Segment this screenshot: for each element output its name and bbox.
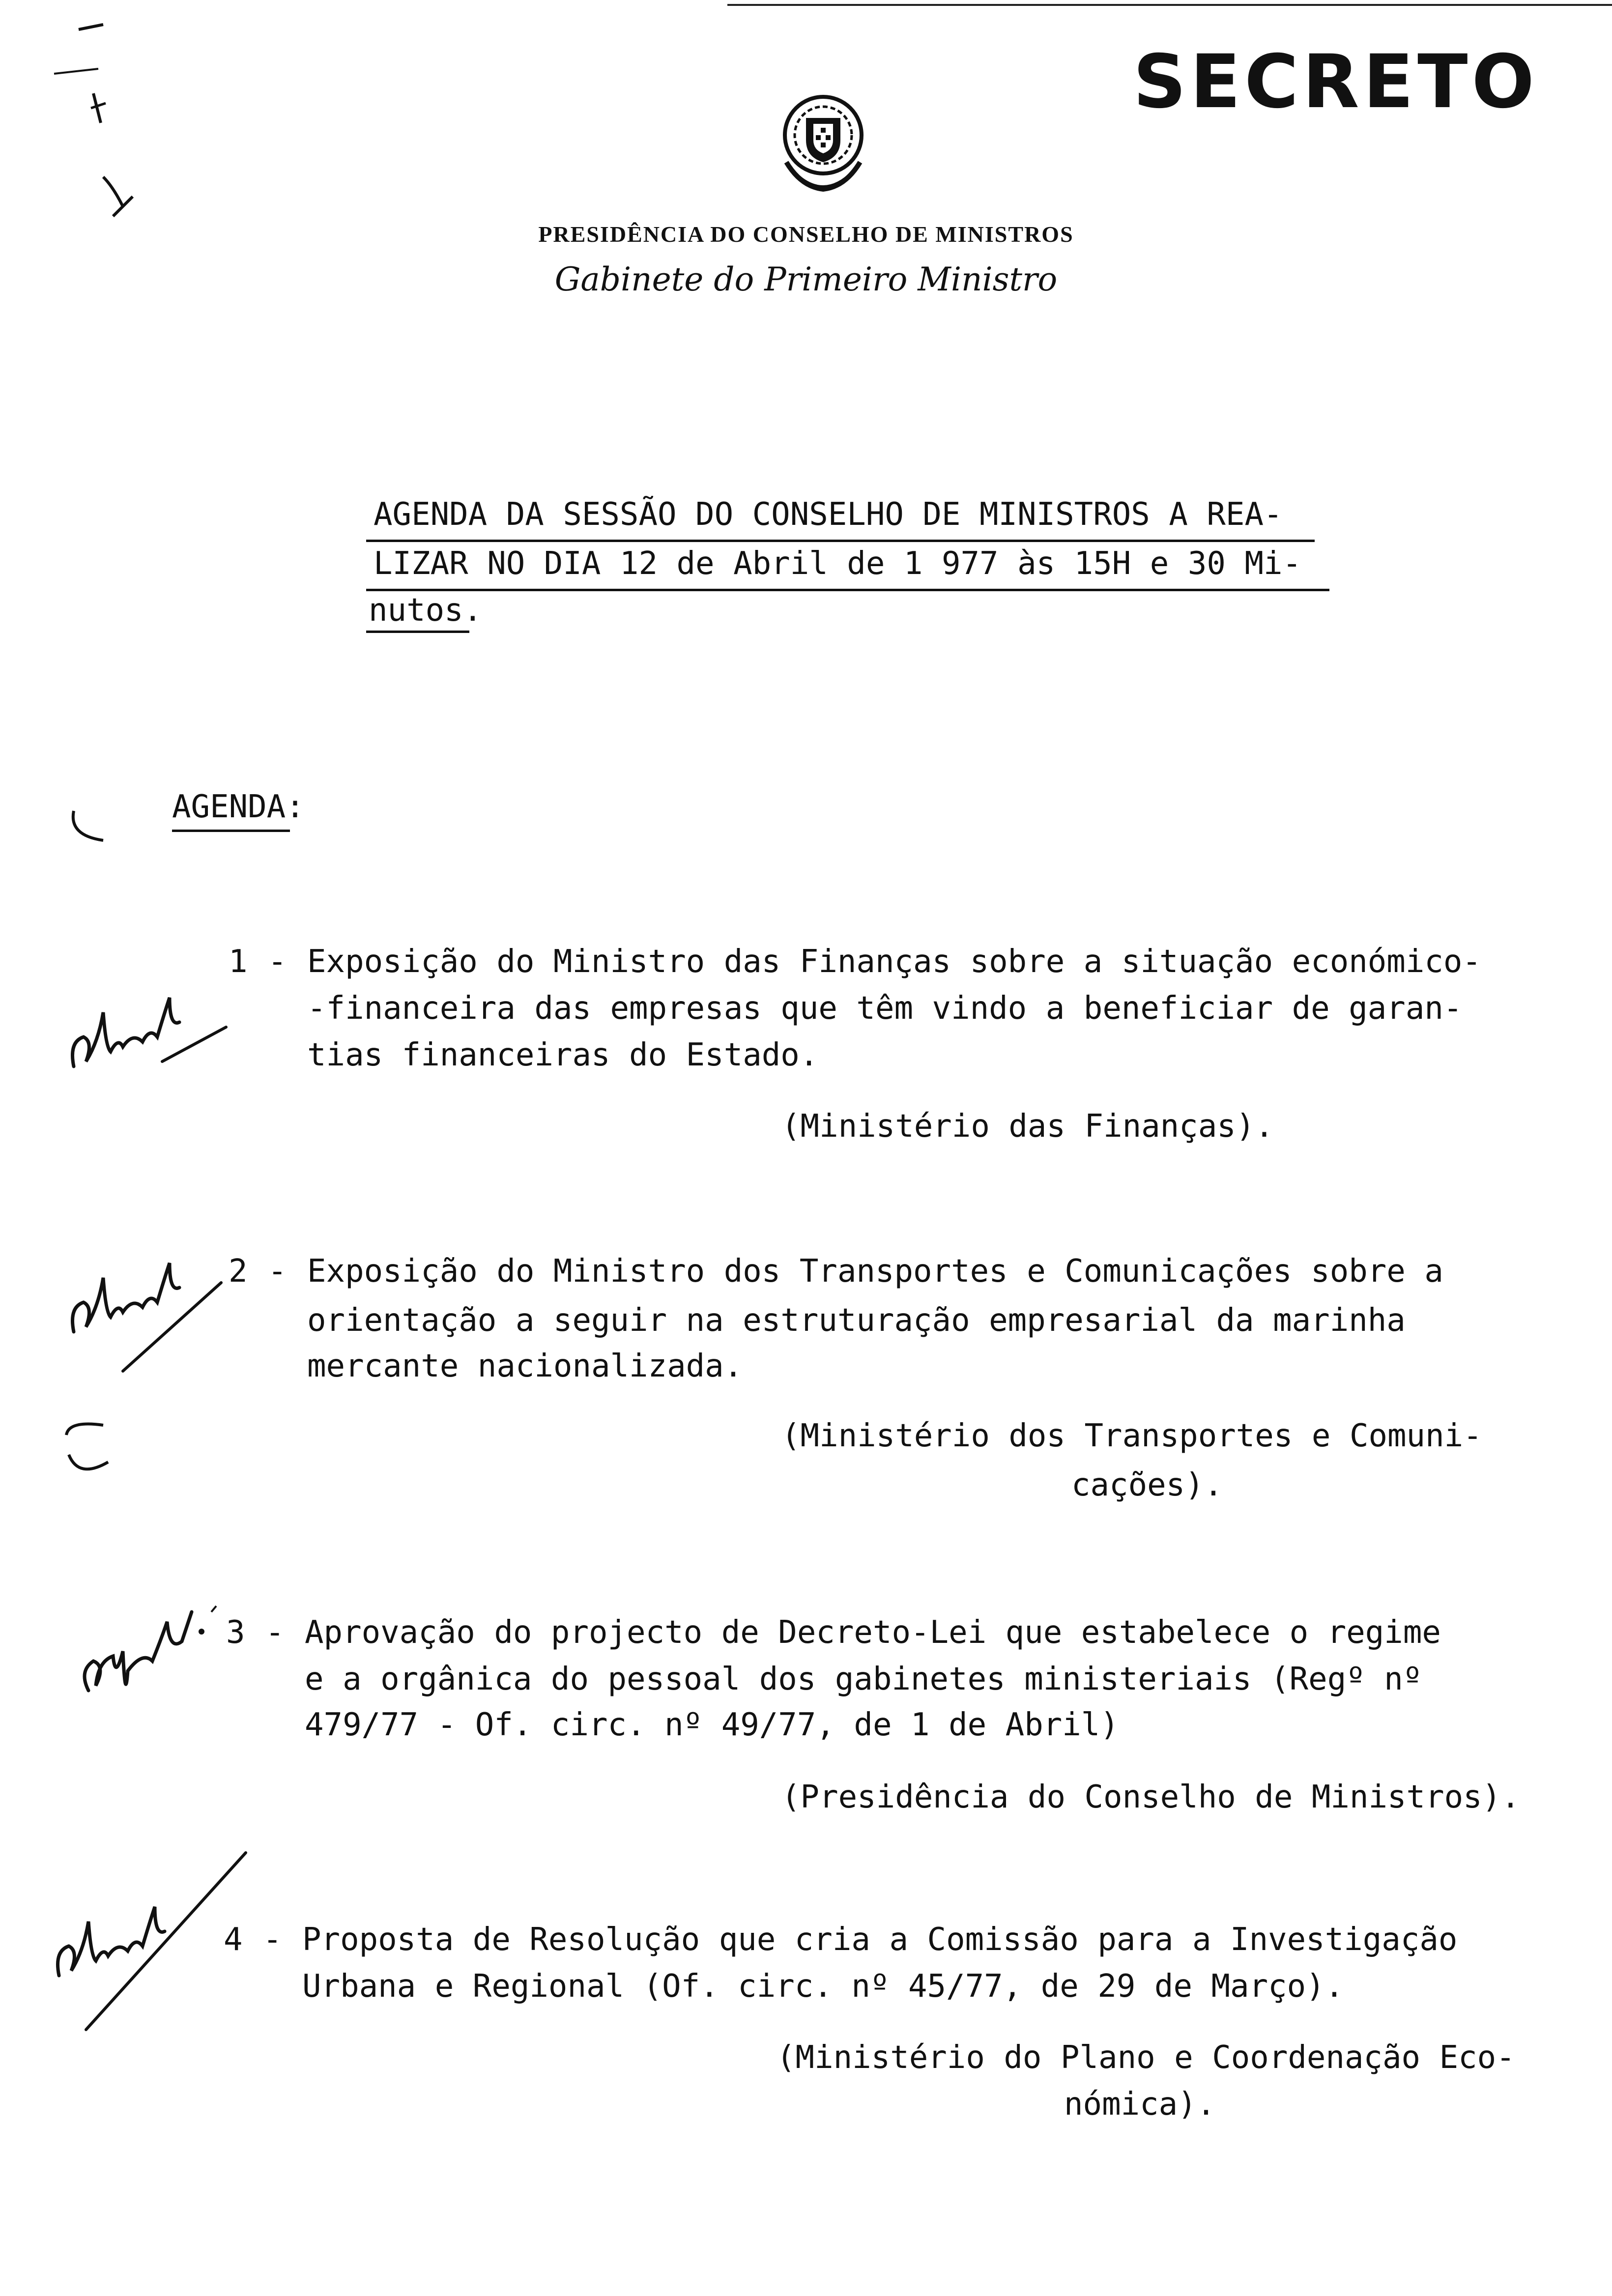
institution-name: PRESIDÊNCIA DO CONSELHO DE MINISTROS (538, 222, 1074, 247)
item-3-line-2: e a orgânica do pessoal dos gabinetes ministeriais (Regº nº (305, 1661, 1422, 1697)
item-dash: - (265, 1614, 285, 1651)
margin-circle-mark (59, 1415, 118, 1487)
item-3-line-3: 479/77 - Of. circ. nº 49/77, de 1 de Abril) (305, 1707, 1119, 1743)
title-underline-1 (366, 540, 1315, 542)
item-number: 1 (229, 944, 248, 980)
top-rule (727, 4, 1612, 6)
classification-stamp: SECRETO (1133, 39, 1538, 125)
item-2-department-line-2: cações). (1071, 1467, 1223, 1503)
item-dash: - (263, 1922, 282, 1958)
handwritten-note-aprov (69, 1592, 226, 1732)
item-4-department-line-1: (Ministério do Plano e Coordenação Eco- (777, 2039, 1515, 2076)
coat-of-arms-icon (767, 88, 880, 201)
item-1-line-3: tias financeiras do Estado. (307, 1037, 819, 1073)
agenda-label: AGENDA: (172, 789, 305, 825)
item-number: 3 (226, 1614, 245, 1651)
item-3-line-1: Aprovação do projecto de Decreto-Lei que estabelece o regime (305, 1614, 1441, 1651)
handwritten-note-adiado (49, 1848, 256, 2047)
item-1-line-1: Exposição do Ministro das Finanças sobre a situação económico- (307, 944, 1481, 980)
item-dash: - (268, 1253, 287, 1290)
item-4-line-1: Proposta de Resolução que cria a Comissão para a Investigação (302, 1922, 1458, 1958)
title-line-3: nutos. (369, 592, 483, 629)
office-name: Gabinete do Primeiro Ministro (554, 260, 1058, 298)
title-underline-2 (366, 589, 1329, 591)
margin-bracket-mark (64, 806, 113, 858)
item-number: 4 (224, 1922, 243, 1958)
margin-marks (44, 10, 143, 224)
title-underline-3 (366, 631, 469, 633)
item-1-department: (Ministério das Finanças). (781, 1108, 1274, 1145)
item-4-line-2: Urbana e Regional (Of. circ. nº 45/77, de 29 de Março). (302, 1968, 1344, 2005)
handwritten-note-adiado (64, 1248, 241, 1388)
item-4-department-line-2: nómica). (1064, 2086, 1216, 2123)
agenda-underline (172, 830, 290, 832)
item-dash: - (268, 944, 287, 980)
title-line-2: LIZAR NO DIA 12 de Abril de 1 977 às 15H e 30 Mi- (374, 545, 1302, 582)
item-3-department: (Presidência do Conselho de Ministros). (781, 1779, 1520, 1815)
item-2-line-3: mercante nacionalizada. (307, 1348, 743, 1384)
item-2-line-2: orientação a seguir na estruturação empresarial da marinha (307, 1302, 1406, 1339)
title-line-1: AGENDA DA SESSÃO DO CONSELHO DE MINISTROS A REA- (374, 496, 1283, 533)
item-2-line-1: Exposição do Ministro dos Transportes e Comunicações sobre a (307, 1253, 1443, 1290)
handwritten-note-adiado (64, 983, 241, 1098)
item-1-line-2: -financeira das empresas que têm vindo a beneficiar de garan- (307, 990, 1463, 1027)
item-2-department-line-1: (Ministério dos Transportes e Comuni- (781, 1418, 1482, 1454)
item-number: 2 (229, 1253, 248, 1290)
